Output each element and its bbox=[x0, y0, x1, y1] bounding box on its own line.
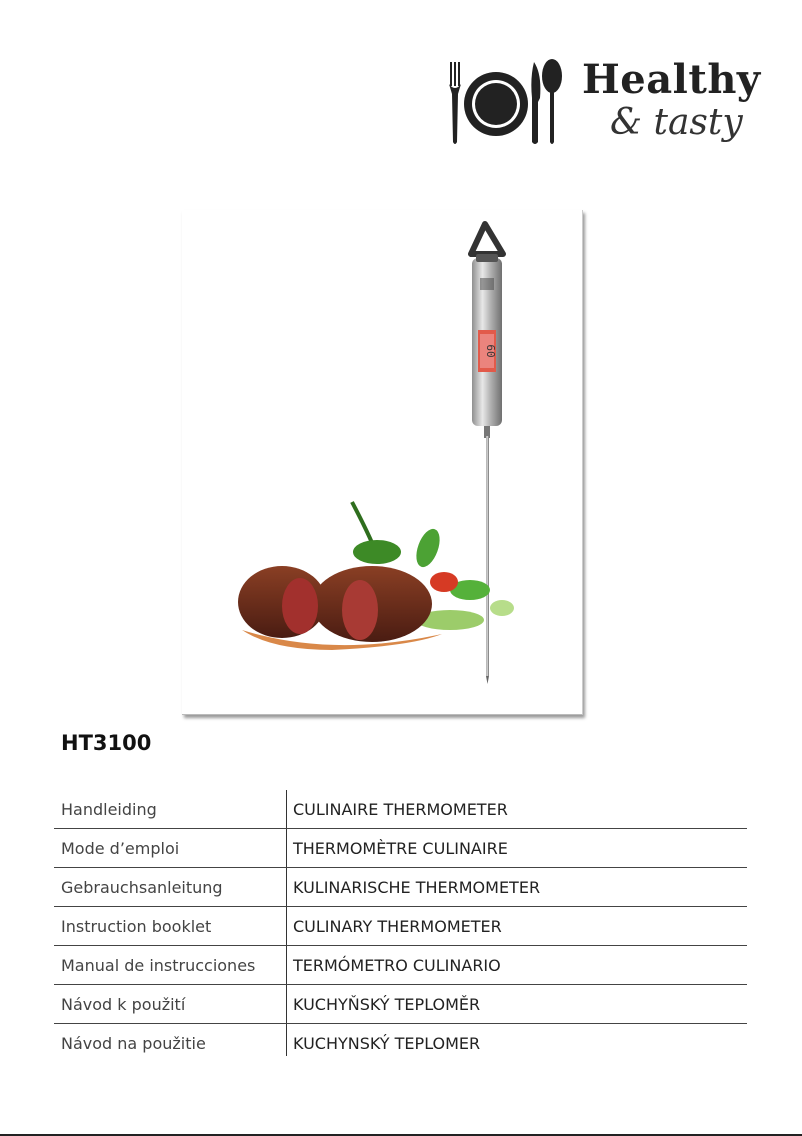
table-row bbox=[54, 985, 747, 1024]
display-reading: 60 bbox=[484, 344, 497, 358]
culinary-thermometer-with-steak-photo bbox=[182, 210, 582, 714]
table-row bbox=[54, 868, 747, 907]
doc-type: Gebrauchsanleitung bbox=[61, 878, 223, 897]
fork-plate-knife-spoon-icon bbox=[446, 54, 566, 152]
table-row bbox=[54, 790, 747, 829]
product-title: CULINARY THERMOMETER bbox=[293, 917, 502, 936]
product-title: CULINAIRE THERMOMETER bbox=[293, 800, 508, 819]
table-row bbox=[54, 1024, 747, 1062]
brand-name-line2: & tasty bbox=[610, 102, 743, 143]
doc-type: Manual de instrucciones bbox=[61, 956, 256, 975]
doc-type: Návod k použití bbox=[61, 995, 186, 1014]
doc-type: Mode d’emploi bbox=[61, 839, 180, 858]
product-title: TERMÓMETRO CULINARIO bbox=[293, 956, 501, 975]
brand-logo bbox=[446, 54, 761, 152]
doc-type: Návod na použitie bbox=[61, 1034, 206, 1053]
model-number: HT3100 bbox=[61, 731, 152, 755]
doc-type: Handleiding bbox=[61, 800, 157, 819]
table-row bbox=[54, 946, 747, 985]
doc-type: Instruction booklet bbox=[61, 917, 212, 936]
manuals-table bbox=[54, 790, 747, 1062]
product-photo bbox=[182, 210, 583, 715]
product-title: KUCHYNSKÝ TEPLOMER bbox=[293, 1034, 481, 1053]
table-row bbox=[54, 829, 747, 868]
product-title: KULINARISCHE THERMOMETER bbox=[293, 878, 541, 897]
product-title: THERMOMÈTRE CULINAIRE bbox=[293, 839, 508, 858]
brand-name-line1: Healthy bbox=[582, 56, 761, 103]
table-row bbox=[54, 907, 747, 946]
product-title: KUCHYŇSKÝ TEPLOMĚR bbox=[293, 995, 481, 1014]
